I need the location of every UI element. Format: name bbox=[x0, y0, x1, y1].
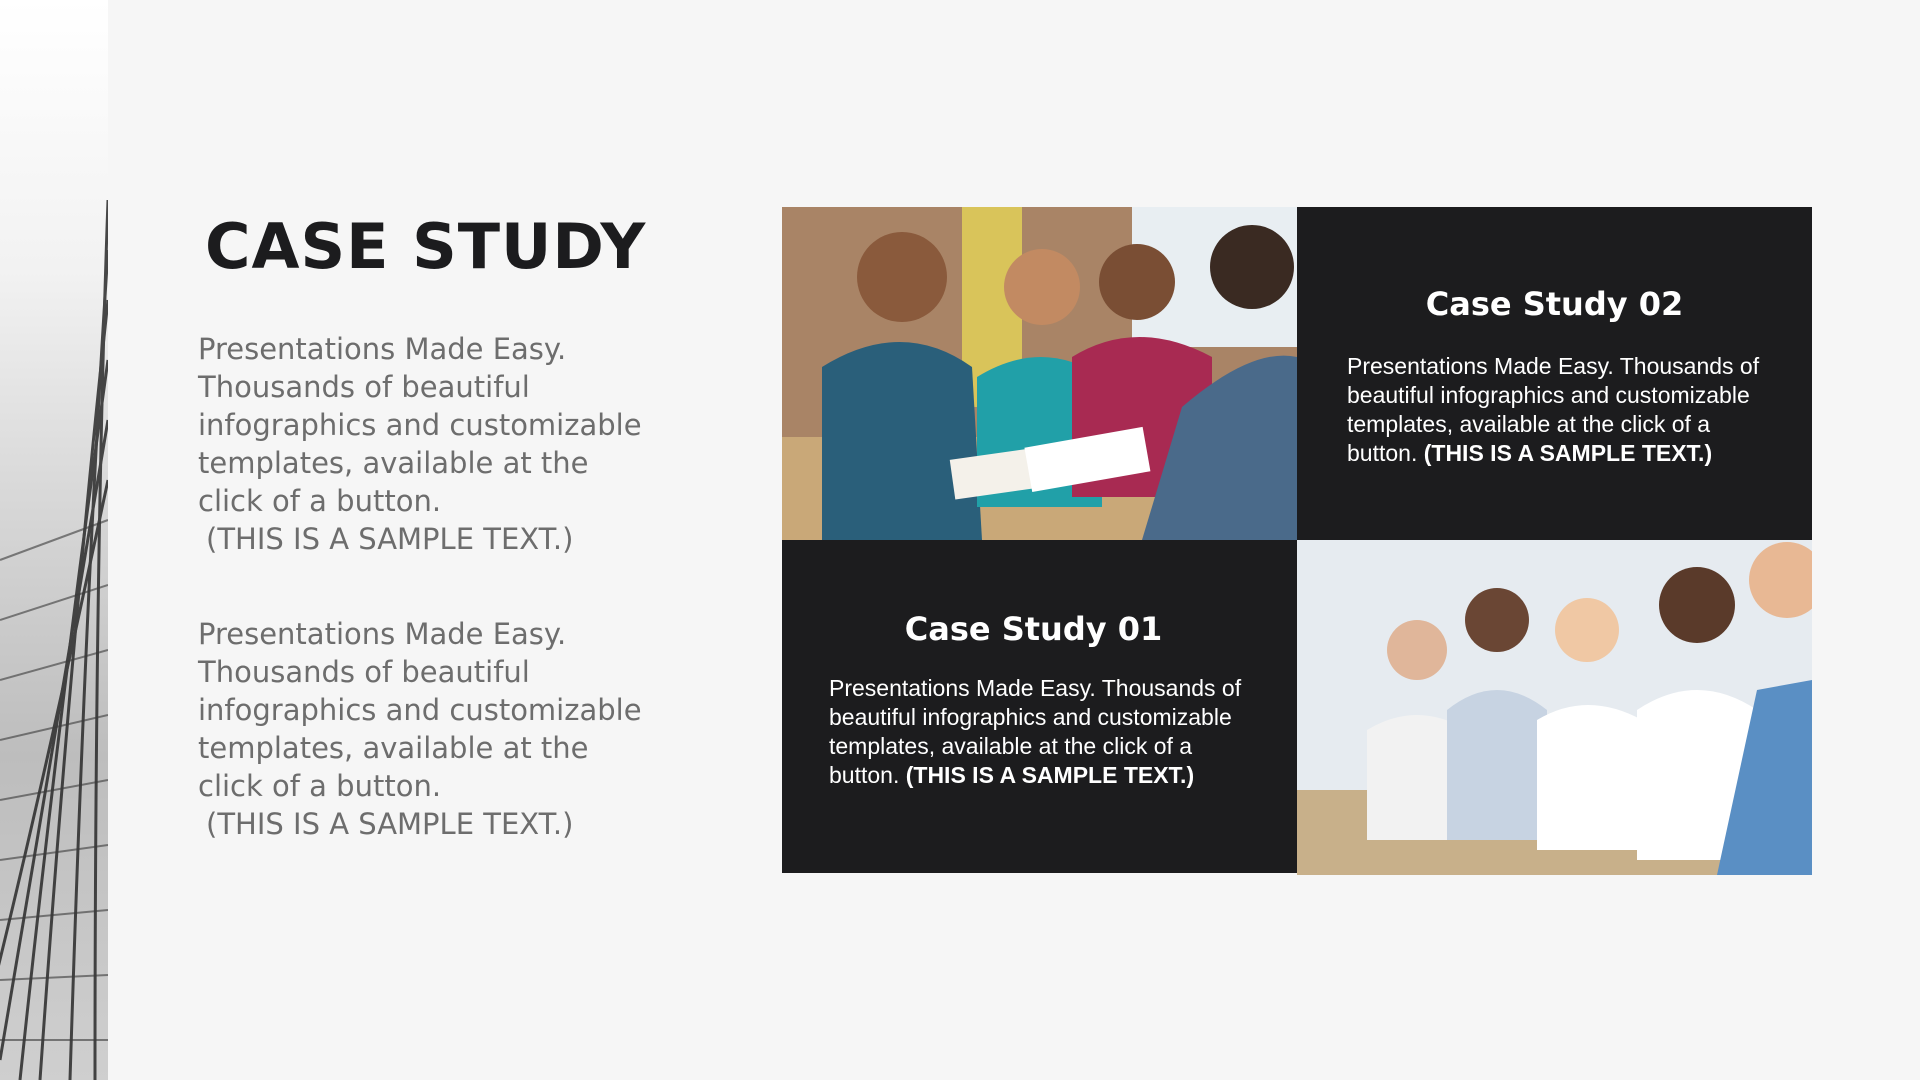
paragraph-text: Presentations Made Easy. Thousands of beautiful infographics and customizable templates, available at the click of a button. bbox=[198, 617, 642, 803]
team-applauding-photo bbox=[1297, 540, 1812, 875]
card-body-note: (THIS IS A SAMPLE TEXT.) bbox=[1423, 440, 1713, 466]
building-facade-photo bbox=[0, 0, 108, 1080]
card-body-text: Presentations Made Easy. Thousands of beautiful infographics and customizable templates, available at the click of a button. bbox=[829, 675, 1242, 788]
card-title: Case Study 01 bbox=[904, 610, 1163, 648]
case-study-grid bbox=[782, 207, 1812, 875]
card-body-note: (THIS IS A SAMPLE TEXT.) bbox=[905, 762, 1195, 788]
card-body bbox=[829, 674, 1259, 790]
case-study-01-card bbox=[782, 540, 1297, 873]
sample-note: (THIS IS A SAMPLE TEXT.) bbox=[206, 807, 574, 841]
description-paragraph-2 bbox=[198, 615, 658, 843]
sample-note: (THIS IS A SAMPLE TEXT.) bbox=[206, 522, 574, 556]
description-paragraph-1 bbox=[198, 330, 658, 558]
case-study-02-card bbox=[1297, 207, 1812, 540]
card-body-text: Presentations Made Easy. Thousands of beautiful infographics and customizable templates, available at the click of a button. bbox=[1347, 353, 1760, 466]
card-title: Case Study 02 bbox=[1425, 285, 1684, 323]
card-body bbox=[1347, 352, 1777, 468]
page-title: CASE STUDY bbox=[205, 210, 647, 283]
students-studying-photo bbox=[782, 207, 1297, 540]
paragraph-text: Presentations Made Easy. Thousands of beautiful infographics and customizable templates, available at the click of a button. bbox=[198, 332, 642, 518]
